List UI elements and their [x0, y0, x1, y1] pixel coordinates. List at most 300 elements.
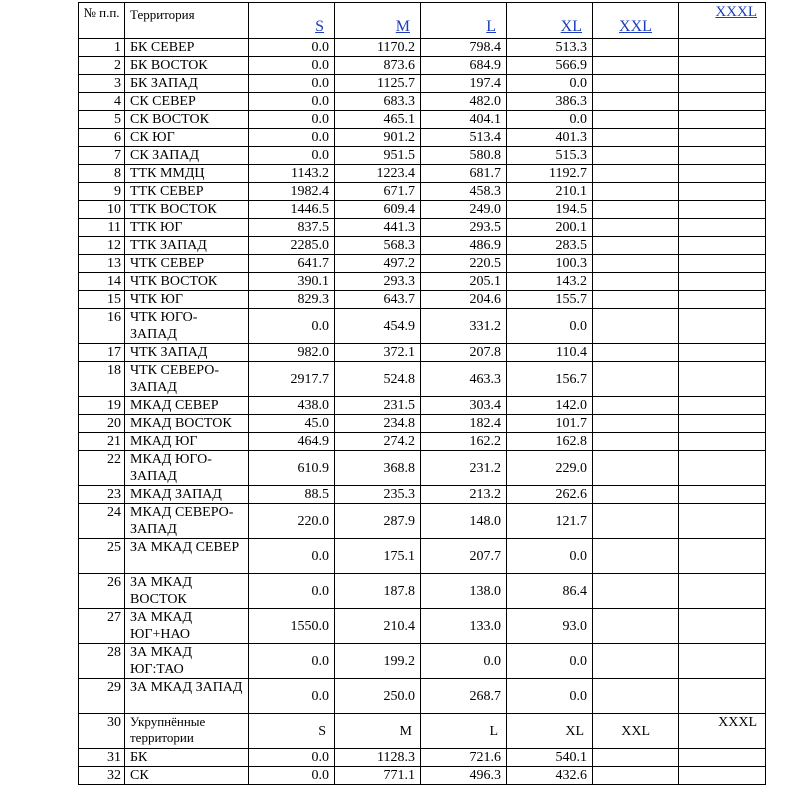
value-m: 771.1 [335, 767, 421, 785]
table-row [79, 75, 766, 93]
value-l: 404.1 [421, 111, 507, 129]
value-m: 250.0 [335, 679, 421, 714]
value-m: 199.2 [335, 644, 421, 679]
value-xl: 0.0 [507, 539, 593, 574]
value-xxl [593, 219, 679, 237]
value-xl: 262.6 [507, 486, 593, 504]
table-row [79, 93, 766, 111]
value-xl: 101.7 [507, 415, 593, 433]
value-m: 441.3 [335, 219, 421, 237]
value-l: 205.1 [421, 273, 507, 291]
table-row [79, 451, 766, 486]
territory-name: МКАД СЕВЕРО-ЗАПАД [125, 504, 249, 539]
table-row [79, 219, 766, 237]
value-xl: 93.0 [507, 609, 593, 644]
row-number: 17 [79, 344, 125, 362]
row-number: 19 [79, 397, 125, 415]
value-s: 88.5 [249, 486, 335, 504]
table-row [79, 183, 766, 201]
value-xxl [593, 609, 679, 644]
value-m: 372.1 [335, 344, 421, 362]
value-l: 513.4 [421, 129, 507, 147]
value-s: 464.9 [249, 433, 335, 451]
value-xxl [593, 255, 679, 273]
value-m: 1223.4 [335, 165, 421, 183]
row-number: 23 [79, 486, 125, 504]
header-number: № п.п. [79, 3, 125, 39]
value-l: 162.2 [421, 433, 507, 451]
territory-name: БК СЕВЕР [125, 39, 249, 57]
subheader-xxl: XXL [593, 714, 679, 749]
value-xxxl [679, 273, 766, 291]
subheader-row [79, 714, 766, 749]
row-number: 1 [79, 39, 125, 57]
territory-name: ТТК ММДЦ [125, 165, 249, 183]
value-xxl [593, 147, 679, 165]
value-xxxl [679, 237, 766, 255]
table-row [79, 291, 766, 309]
table-row [79, 344, 766, 362]
row-number: 21 [79, 433, 125, 451]
value-xl: 515.3 [507, 147, 593, 165]
value-xxl [593, 644, 679, 679]
value-m: 287.9 [335, 504, 421, 539]
value-s: 0.0 [249, 111, 335, 129]
row-number: 31 [79, 749, 125, 767]
value-l: 220.5 [421, 255, 507, 273]
value-s: 0.0 [249, 147, 335, 165]
value-xxxl [679, 201, 766, 219]
value-m: 951.5 [335, 147, 421, 165]
territory-name: ЧТК ЮГО-ЗАПАД [125, 309, 249, 344]
value-xxxl [679, 39, 766, 57]
header-xl-link[interactable]: XL [560, 18, 582, 35]
row-number: 7 [79, 147, 125, 165]
value-m: 683.3 [335, 93, 421, 111]
value-l: 482.0 [421, 93, 507, 111]
value-l: 249.0 [421, 201, 507, 219]
value-s: 2917.7 [249, 362, 335, 397]
value-xl: 386.3 [507, 93, 593, 111]
table-row [79, 57, 766, 75]
value-l: 463.3 [421, 362, 507, 397]
value-s: 1550.0 [249, 609, 335, 644]
value-xxxl [679, 749, 766, 767]
value-l: 148.0 [421, 504, 507, 539]
table-row [79, 397, 766, 415]
value-s: 829.3 [249, 291, 335, 309]
table-row [79, 255, 766, 273]
value-xl: 540.1 [507, 749, 593, 767]
value-xxxl [679, 609, 766, 644]
value-xl: 142.0 [507, 397, 593, 415]
value-s: 1982.4 [249, 183, 335, 201]
header-xxl-link[interactable]: XXL [619, 18, 652, 35]
value-xxl [593, 415, 679, 433]
value-s: 0.0 [249, 309, 335, 344]
value-xxxl [679, 111, 766, 129]
value-s: 1446.5 [249, 201, 335, 219]
row-number: 14 [79, 273, 125, 291]
territory-name: БК ЗАПАД [125, 75, 249, 93]
value-l: 182.4 [421, 415, 507, 433]
value-xxxl [679, 362, 766, 397]
value-xxxl [679, 165, 766, 183]
value-xxxl [679, 767, 766, 785]
row-number: 26 [79, 574, 125, 609]
value-xxl [593, 397, 679, 415]
header-territory: Территория [125, 3, 249, 39]
row-number: 20 [79, 415, 125, 433]
value-m: 231.5 [335, 397, 421, 415]
row-number: 15 [79, 291, 125, 309]
value-xxxl [679, 291, 766, 309]
value-xxl [593, 129, 679, 147]
territory-name: МКАД ЮГО-ЗАПАД [125, 451, 249, 486]
value-m: 643.7 [335, 291, 421, 309]
row-number: 6 [79, 129, 125, 147]
value-m: 901.2 [335, 129, 421, 147]
value-l: 684.9 [421, 57, 507, 75]
value-s: 45.0 [249, 415, 335, 433]
value-xxxl [679, 57, 766, 75]
value-xxxl [679, 433, 766, 451]
value-xxl [593, 165, 679, 183]
header-xxxl-link[interactable]: XXXL [715, 4, 757, 20]
territory-name: ЧТК СЕВЕР [125, 255, 249, 273]
row-number: 29 [79, 679, 125, 714]
value-l: 798.4 [421, 39, 507, 57]
territory-name: ТТК ЗАПАД [125, 237, 249, 255]
value-xl: 0.0 [507, 644, 593, 679]
value-xxl [593, 309, 679, 344]
row-number: 12 [79, 237, 125, 255]
value-xxxl [679, 644, 766, 679]
value-l: 213.2 [421, 486, 507, 504]
value-s: 390.1 [249, 273, 335, 291]
territory-name: БК ВОСТОК [125, 57, 249, 75]
table-row [79, 504, 766, 539]
value-s: 0.0 [249, 75, 335, 93]
subheader-s: S [249, 714, 335, 749]
value-m: 497.2 [335, 255, 421, 273]
value-l: 293.5 [421, 219, 507, 237]
value-m: 368.8 [335, 451, 421, 486]
row-number: 24 [79, 504, 125, 539]
value-m: 873.6 [335, 57, 421, 75]
value-xl: 86.4 [507, 574, 593, 609]
territory-name: МКАД ЗАПАД [125, 486, 249, 504]
header-row [79, 3, 766, 39]
value-xxxl [679, 309, 766, 344]
value-xxl [593, 574, 679, 609]
row-number: 5 [79, 111, 125, 129]
value-s: 837.5 [249, 219, 335, 237]
value-s: 610.9 [249, 451, 335, 486]
row-number: 16 [79, 309, 125, 344]
table-row [79, 486, 766, 504]
territory-name: БК [125, 749, 249, 767]
value-xxxl [679, 255, 766, 273]
value-xl: 0.0 [507, 309, 593, 344]
value-xxxl [679, 679, 766, 714]
value-xxxl [679, 219, 766, 237]
value-xl: 0.0 [507, 679, 593, 714]
row-number: 25 [79, 539, 125, 574]
subheader-territory: Укрупнённые территории [125, 714, 249, 749]
value-m: 465.1 [335, 111, 421, 129]
value-xxxl [679, 415, 766, 433]
value-xl: 155.7 [507, 291, 593, 309]
value-l: 207.7 [421, 539, 507, 574]
row-number: 10 [79, 201, 125, 219]
table-row [79, 415, 766, 433]
value-m: 1125.7 [335, 75, 421, 93]
value-xxxl [679, 93, 766, 111]
row-number: 4 [79, 93, 125, 111]
value-xxxl [679, 397, 766, 415]
value-xl: 210.1 [507, 183, 593, 201]
value-m: 1170.2 [335, 39, 421, 57]
value-m: 671.7 [335, 183, 421, 201]
header-s [249, 3, 335, 39]
value-m: 609.4 [335, 201, 421, 219]
value-xxl [593, 679, 679, 714]
value-xxl [593, 486, 679, 504]
value-xl: 143.2 [507, 273, 593, 291]
value-xxl [593, 767, 679, 785]
value-xl: 110.4 [507, 344, 593, 362]
value-l: 138.0 [421, 574, 507, 609]
territory-name: ЗА МКАД СЕВЕР [125, 539, 249, 574]
row-number: 9 [79, 183, 125, 201]
table-row [79, 609, 766, 644]
value-m: 235.3 [335, 486, 421, 504]
value-m: 293.3 [335, 273, 421, 291]
value-m: 454.9 [335, 309, 421, 344]
table-row [79, 237, 766, 255]
header-s-link[interactable]: S [315, 18, 324, 35]
table-row [79, 39, 766, 57]
territory-name: СК ЮГ [125, 129, 249, 147]
row-number: 22 [79, 451, 125, 486]
value-s: 0.0 [249, 644, 335, 679]
subheader-l: L [421, 714, 507, 749]
territory-name: ЗА МКАД ЗАПАД [125, 679, 249, 714]
value-xxxl [679, 183, 766, 201]
value-s: 220.0 [249, 504, 335, 539]
value-xl: 1192.7 [507, 165, 593, 183]
table-row [79, 433, 766, 451]
value-xl: 100.3 [507, 255, 593, 273]
territory-name: МКАД ВОСТОК [125, 415, 249, 433]
territory-name: ЗА МКАД ЮГ+НАО [125, 609, 249, 644]
value-xl: 0.0 [507, 75, 593, 93]
value-xxl [593, 111, 679, 129]
value-s: 0.0 [249, 679, 335, 714]
value-xxl [593, 344, 679, 362]
table-row [79, 749, 766, 767]
value-xxxl [679, 147, 766, 165]
row-number: 27 [79, 609, 125, 644]
value-m: 524.8 [335, 362, 421, 397]
value-s: 0.0 [249, 539, 335, 574]
value-m: 187.8 [335, 574, 421, 609]
value-m: 274.2 [335, 433, 421, 451]
row-number: 28 [79, 644, 125, 679]
header-xxl [593, 3, 679, 39]
table-row [79, 679, 766, 714]
value-xl: 566.9 [507, 57, 593, 75]
value-s: 0.0 [249, 39, 335, 57]
value-s: 0.0 [249, 767, 335, 785]
territory-name: СК СЕВЕР [125, 93, 249, 111]
value-xxxl [679, 539, 766, 574]
value-xl: 121.7 [507, 504, 593, 539]
subheader-xl: XL [507, 714, 593, 749]
value-l: 133.0 [421, 609, 507, 644]
value-l: 496.3 [421, 767, 507, 785]
value-l: 197.4 [421, 75, 507, 93]
table-row [79, 574, 766, 609]
territory-name: СК [125, 767, 249, 785]
value-l: 580.8 [421, 147, 507, 165]
value-s: 0.0 [249, 749, 335, 767]
header-m-link[interactable]: M [395, 18, 410, 35]
subheader-xxxl: XXXL [679, 714, 766, 749]
value-xl: 200.1 [507, 219, 593, 237]
value-xxxl [679, 574, 766, 609]
header-l [421, 3, 507, 39]
table-body [79, 3, 766, 785]
value-xxl [593, 362, 679, 397]
territory-name: ЧТК ЮГ [125, 291, 249, 309]
territory-name: СК ЗАПАД [125, 147, 249, 165]
territory-name: МКАД ЮГ [125, 433, 249, 451]
value-xxxl [679, 451, 766, 486]
table-row [79, 539, 766, 574]
value-xxl [593, 39, 679, 57]
header-l-link[interactable]: L [486, 18, 496, 35]
value-l: 268.7 [421, 679, 507, 714]
territory-name: ЧТК СЕВЕРО-ЗАПАД [125, 362, 249, 397]
value-l: 721.6 [421, 749, 507, 767]
territory-name: МКАД СЕВЕР [125, 397, 249, 415]
value-m: 175.1 [335, 539, 421, 574]
header-m [335, 3, 421, 39]
table-row [79, 147, 766, 165]
territory-name: СК ВОСТОК [125, 111, 249, 129]
value-xxl [593, 451, 679, 486]
value-l: 207.8 [421, 344, 507, 362]
table-row [79, 165, 766, 183]
value-s: 2285.0 [249, 237, 335, 255]
row-number: 13 [79, 255, 125, 273]
value-l: 681.7 [421, 165, 507, 183]
value-m: 568.3 [335, 237, 421, 255]
row-number: 2 [79, 57, 125, 75]
value-xxxl [679, 75, 766, 93]
value-xxl [593, 183, 679, 201]
value-xl: 283.5 [507, 237, 593, 255]
row-number: 18 [79, 362, 125, 397]
value-l: 0.0 [421, 644, 507, 679]
value-xl: 194.5 [507, 201, 593, 219]
territory-name: ЗА МКАД ВОСТОК [125, 574, 249, 609]
value-xl: 162.8 [507, 433, 593, 451]
value-xl: 401.3 [507, 129, 593, 147]
territory-name: ЧТК ЗАПАД [125, 344, 249, 362]
value-xxl [593, 237, 679, 255]
value-xxxl [679, 504, 766, 539]
value-xxxl [679, 129, 766, 147]
territory-table [78, 2, 766, 785]
table-row [79, 201, 766, 219]
table-row [79, 111, 766, 129]
value-xxxl [679, 486, 766, 504]
table-row [79, 273, 766, 291]
value-xxl [593, 539, 679, 574]
value-s: 0.0 [249, 93, 335, 111]
table-row [79, 309, 766, 344]
value-xl: 513.3 [507, 39, 593, 57]
value-xxl [593, 201, 679, 219]
value-l: 204.6 [421, 291, 507, 309]
territory-name: ЧТК ВОСТОК [125, 273, 249, 291]
header-xxxl [679, 3, 766, 39]
value-m: 1128.3 [335, 749, 421, 767]
value-s: 982.0 [249, 344, 335, 362]
value-xl: 156.7 [507, 362, 593, 397]
row-number: 8 [79, 165, 125, 183]
table-row [79, 644, 766, 679]
table-row [79, 129, 766, 147]
value-s: 0.0 [249, 574, 335, 609]
value-xxl [593, 291, 679, 309]
header-xl [507, 3, 593, 39]
value-m: 210.4 [335, 609, 421, 644]
value-s: 641.7 [249, 255, 335, 273]
value-xl: 0.0 [507, 111, 593, 129]
row-number: 11 [79, 219, 125, 237]
value-xxl [593, 273, 679, 291]
data-sheet [78, 2, 766, 785]
row-number: 32 [79, 767, 125, 785]
territory-name: ТТК СЕВЕР [125, 183, 249, 201]
territory-name: ЗА МКАД ЮГ:ТАО [125, 644, 249, 679]
value-s: 0.0 [249, 57, 335, 75]
value-xxl [593, 749, 679, 767]
value-xxl [593, 93, 679, 111]
value-xl: 229.0 [507, 451, 593, 486]
value-l: 331.2 [421, 309, 507, 344]
value-l: 303.4 [421, 397, 507, 415]
value-s: 1143.2 [249, 165, 335, 183]
row-number: 3 [79, 75, 125, 93]
value-xl: 432.6 [507, 767, 593, 785]
value-m: 234.8 [335, 415, 421, 433]
table-row [79, 362, 766, 397]
value-xxl [593, 433, 679, 451]
subheader-m: M [335, 714, 421, 749]
territory-name: ТТК ЮГ [125, 219, 249, 237]
value-xxxl [679, 344, 766, 362]
value-l: 458.3 [421, 183, 507, 201]
subheader-number: 30 [79, 714, 125, 749]
table-row [79, 767, 766, 785]
value-xxl [593, 504, 679, 539]
value-s: 0.0 [249, 129, 335, 147]
